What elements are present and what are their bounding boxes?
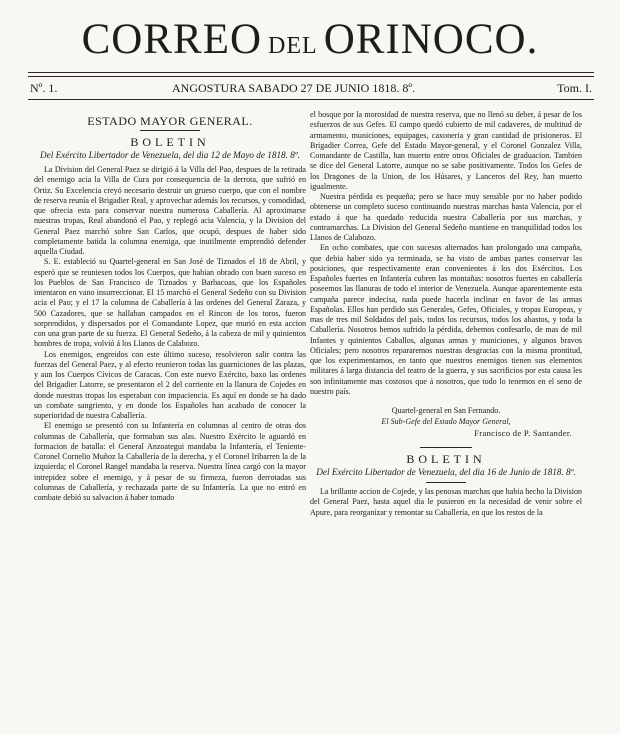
issue-number: Nº. 1. bbox=[30, 81, 58, 95]
bulletin-heading: BOLETIN bbox=[130, 135, 210, 149]
paragraph: S. E. estableció su Quartel-general en San José de Tiznados el 18 de Abril, y esperó que se reuniesen todos los Cuerpos, que habian obrado con buen suceso en los Pueblos de San Francisco de Tiznados y Barbacoas, que los Españoles intentaron en vano insurreccionar. El 15 marchó el General Sedeño con su Division acia el Pao; y el 17 la columna de Caballería à las ordenes del General Zaraza, y 500 Cazadores, que se hallaban campados en el Rincon de los toros, fueron sorprendidos, y dispersados por el Comandante Lopez, que murió en esta accion con una gran parte de su fuerza. El General Sedeño, á la cabeza de mil y quinientos hombres de tropa, volvió á los Llanos de Calabozo. bbox=[34, 257, 306, 349]
issue-rule bbox=[28, 99, 594, 100]
paragraph: Nuestra pérdida es pequeña; pero se hace muy sensible por no haber podido obtenerse un completo suceso continuando nuestras marchas hasta Valencia, por el estado á que ha quedado reducida nuestra Caballería por sus marchas, y contramarchas. La Division del General Sedeño mantiene en tranquilidad todos los Llanos de Calabozo. bbox=[310, 192, 582, 242]
bulletin-dedication-2: Del Exército Libertador de Venezuela, del dia 16 de Junio de 1818. 8º. bbox=[316, 467, 576, 477]
paragraph: Los enemigos, engreidos con este último suceso, resolvieron salir contra las fuerzas del General Paez, y al efecto reunieron todas las guarniciones de las plazas, y aun los Cuerpos Cívicos de Caracas. Con este nuevo Exército, baxo las ordenes del Brigadier Latorre, se presentaron el 2 del corriente en la llanura de Cojedes en donde nuestras tropas los esperaban con impaciencia. Es aquí en donde se ha dado un combate sangriento, y en donde los Españoles han acabado de conocer la superioridad de nuestra Caballería. bbox=[34, 349, 306, 420]
issue-dateline: ANGOSTURA SABADO 27 DE JUNIO 1818. 8º. bbox=[172, 81, 416, 95]
paragraph: La brillante accion de Cojede, y las penosas marchas que habia hecho la Division del General Paez, hasta aquel dia le pusieron en la necesidad de venir sobre el Apure, para reorganizar y remontar su Caballería, en que los restos de la bbox=[310, 487, 582, 517]
masthead-title bbox=[22, 14, 598, 66]
masthead-rule-top bbox=[28, 72, 594, 73]
masthead-word-del: DEL bbox=[268, 33, 318, 59]
section-divider bbox=[140, 130, 200, 131]
masthead-word-orinoco: ORINOCO. bbox=[323, 16, 539, 63]
signature-name: Francisco de P. Santander. bbox=[474, 428, 572, 438]
paragraph: La Division del General Paez se dirigió á la Villa del Pao, despues de la retirada del enemigo acia la Villa de Cura por consequencia de la derrota, que sufrió en Ortiz. Su Excelencia creyó necesario destruir un grueso cuerpo, que con el nombre de reserva reunía el Brigadier Real, y aprovechar además los recursos, y comodidad, que ofrecia esta para conservar nuestra numerosa Caballería. Al aproximarse nuestras tropas, Real abandonó el Pao, y replegó acia Valencia, y la Division del General Paez marchó sobre San Carlos, que ocupó, despues de haber sido completamente batida la columna enemiga, que inutilmente emprendió defender aquella Ciudad. bbox=[34, 165, 306, 256]
bulletin-dedication: Del Exército Libertador de Venezuela, del dia 12 de Mayo de 1818. 8º. bbox=[40, 150, 300, 160]
signature-role: El Sub-Gefe del Estado Mayor General, bbox=[381, 417, 511, 426]
masthead-rule-top-thin bbox=[28, 76, 594, 77]
paragraph: En ocho combates, que con sucesos alternados han prolongado una campaña, que debia haber sido ya terminada, se ha visto de ambas partes conservar las posiciones, que respectivamente eran convenientes á los dos Exércitos. Los Españoles fuertes en Infantería cubren las montañas: nosotros fuertes en caballería poseemos las llanuras de todo el interior de Venezuela. Aunque aparentemente esta campaña parece indecisa, nada puede hacerla inclinar en favor de las armas Españolas. Ellos han perdido sus Generales, Gefes, Oficiales, y tropas Europeas, y mas de tres mil Soldados del país, todos los recursos, todos los abastos, y toda la Caballería. Nosotros hemos sufrido la pérdida, debemos confesarlo, de mas de mil Infantes y quinientos Caballos, algunas armas y municiones, y algunos bravos Oficiales; pero nosotros repararemos nuestras desgracias con la misma prontitud, que los experimentamos, en tanto que nuestros enemigos tienen sus elementos militares á larga distancia del teatro de la guerra, y sus sacrificios por esta causa les son infinitamente mas costosos que á nosotros, que todo lo tenemos en el seno de nuestro país. bbox=[310, 243, 582, 396]
masthead-word-correo: CORREO bbox=[81, 16, 263, 63]
issue-volume: Tom. I. bbox=[557, 81, 592, 95]
signature-location: Quartel-general en San Fernando. bbox=[391, 406, 501, 415]
dedication-divider bbox=[426, 482, 466, 483]
paragraph: el bosque por la morosidad de nuestra reserva, que no llenó su deber, á pesar de los esfuerzos de sus Gefes. El campo quedó cubierto de mil cadaveres, de multitud de armamento, municiones, equipages, caxoneria y gran cantidad de prisioneros. El Brigadier Correa, Gefe del Estado Mayor-general, y el Coronel Gonzalez Villa, Comandante de Castilla, han muerto entre otros Oficiales de graduacion. Tambien se dice del General Latorre, aunque no se sabe positivamente. Todos los Gefes de los Dragones de la Union, de los Húsares, y Lanceros del Rey, han muerto igualmente. bbox=[310, 110, 582, 191]
bulletin-heading-2: BOLETIN bbox=[406, 452, 486, 466]
paragraph: El enemigo se presentó con su Infantería en columnas al centro de otras dos columnas de Caballería, que formaban sus alas. Nuestro Exército le aguardó en formacion de batalla: el General Anzoategui mandaba la Infantería, el Teniente-Coronel Cornelio Muñoz la Caballería de la derecha, y el Coronel Iribarren la de la izquierda; el Coronel Rangel mandaba la reserva. Nuestra línea cargó con la mayor intrepidez sobre el enemigo, y á pesar de su firmeza, fueron derrotadas sus columnas de Caballería, y rechazada parte de su Infantería. La que no entró en combate debió su salvacion á haber tomado bbox=[34, 421, 306, 502]
column-left bbox=[34, 110, 306, 734]
bulletin-divider bbox=[420, 447, 472, 448]
column-right bbox=[310, 110, 582, 734]
section-heading: ESTADO MAYOR GENERAL. bbox=[87, 114, 253, 128]
